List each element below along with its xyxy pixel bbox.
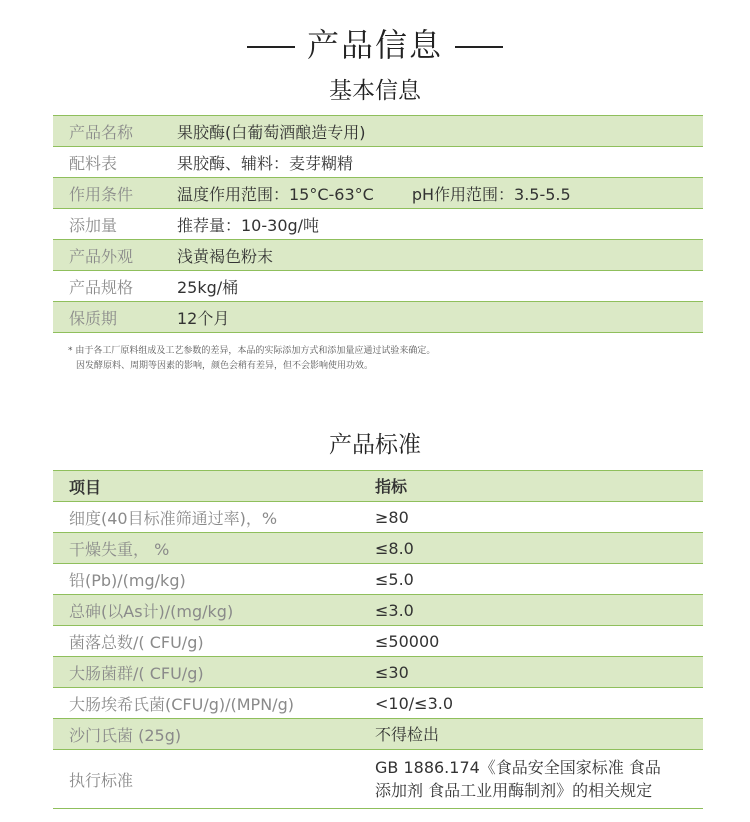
table-row [53,626,703,657]
row-label: 配料表 [69,153,118,173]
row-item: 铅(Pb)/(mg/kg) [69,570,186,590]
row-value: ≤30 [375,662,409,682]
table-row [53,595,703,626]
row-value: 果胶酶(白葡萄酒酿造专用) [177,122,366,142]
row-value: 12个月 [177,308,230,328]
table-row [53,147,703,178]
title-dash-right [455,46,503,48]
table-row [53,750,703,809]
ph-range: pH作用范围：3.5-5.5 [411,184,571,204]
row-label: 产品规格 [69,277,134,297]
footnote [68,344,435,374]
table-row [53,657,703,688]
column-header-indicator: 指标 [375,476,408,496]
row-value: ≤50000 [375,631,440,651]
table-header-row [53,471,703,502]
row-item: 干燥失重， % [69,539,170,559]
row-value: 浅黄褐色粉末 [177,246,274,266]
row-value: ≤5.0 [375,569,414,589]
row-value: 果胶酶、辅料：麦芽糊精 [177,153,354,173]
row-value: ≤8.0 [375,538,414,558]
row-item: 大肠菌群/( CFU/g) [69,663,204,683]
table-row [53,178,703,209]
row-value [177,178,703,209]
table-row [53,564,703,595]
row-item: 大肠埃希氏菌(CFU/g)/(MPN/g) [69,694,294,714]
row-label: 添加量 [69,215,118,235]
table-row [53,302,703,333]
row-value [375,750,703,809]
standard-text-line-2: 添加剂 食品工业用酶制剂》的相关规定 [375,781,653,800]
table-row [53,209,703,240]
row-item: 总砷(以As计)/(mg/kg) [69,601,234,621]
row-value: ≥80 [375,507,409,527]
table-row [53,688,703,719]
page-title [0,20,750,66]
column-header-item: 项目 [69,477,102,497]
row-value: 推荐量：10-30g/吨 [177,215,320,235]
basic-info-title: 基本信息 [329,78,421,104]
row-value: 25kg/桶 [177,277,239,297]
row-value: ≤3.0 [375,600,414,620]
temperature-range: 温度作用范围：15°C-63°C [177,184,374,204]
row-label: 产品外观 [69,246,134,266]
row-item: 菌落总数/( CFU/g) [69,632,204,652]
row-label: 保质期 [69,308,118,328]
row-item: 执行标准 [69,770,134,790]
row-item: 沙门氏菌 (25g) [69,725,182,745]
basic-info-table [53,115,703,333]
table-row [53,116,703,147]
table-row [53,719,703,750]
page-title-text: 产品信息 [306,26,443,64]
row-item: 细度(40目标准筛通过率)，% [69,508,278,528]
table-row [53,533,703,564]
table-row [53,502,703,533]
row-value: <10/≤3.0 [375,693,454,713]
title-dash-left [247,46,295,48]
table-row [53,240,703,271]
row-label: 产品名称 [69,122,134,142]
standard-table [53,470,703,809]
standard-text-line-1: GB 1886.174《食品安全国家标准 食品 [375,758,661,777]
footnote-line-2: 因发酵原料、周期等因素的影响，颜色会稍有差异，但不会影响使用功效。 [76,361,374,371]
standard-title: 产品标准 [329,432,421,458]
row-label: 作用条件 [69,184,134,204]
table-row [53,271,703,302]
row-value: 不得检出 [375,724,440,744]
footnote-line-1: * 由于各工厂原料组成及工艺参数的差异，本品的实际添加方式和添加量应通过试验来确定。 [68,346,436,356]
